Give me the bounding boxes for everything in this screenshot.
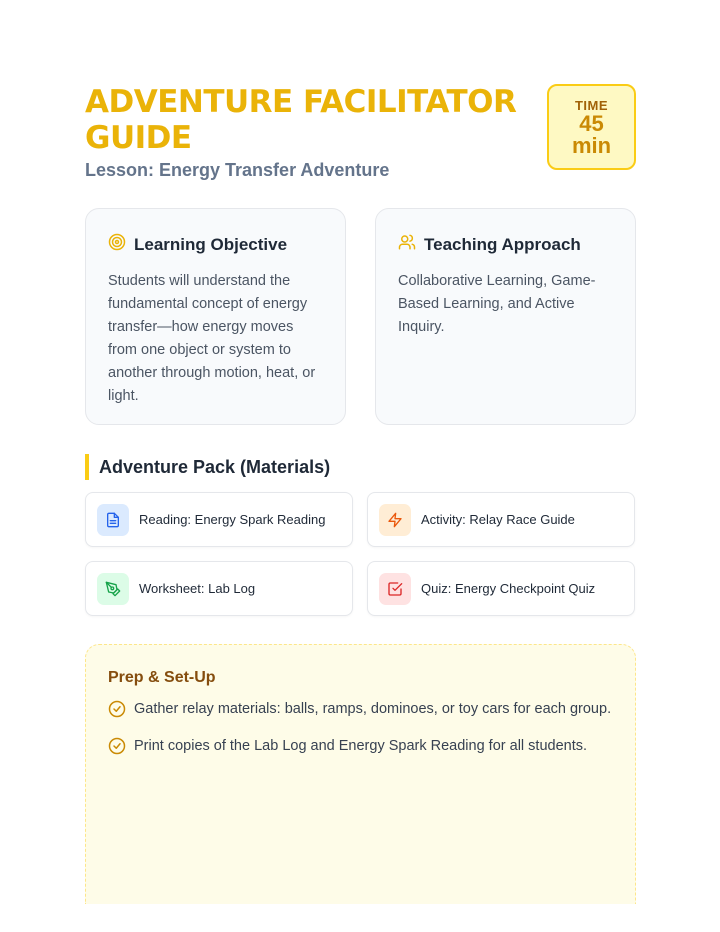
material-item-activity[interactable] [367,492,635,547]
materials-section-title: Adventure Pack (Materials) [85,454,330,480]
learning-objective-title: Learning Objective [134,234,288,254]
material-label: Activity: Relay Race Guide [421,512,575,527]
facilitator-guide-page [85,84,636,754]
header [85,84,636,184]
check-circle-icon [108,700,126,725]
material-label: Worksheet: Lab Log [139,581,256,596]
check-circle-icon [108,737,126,762]
material-item-reading[interactable] [85,492,353,547]
pen-tool-icon [97,573,129,605]
prep-item-text: Gather relay materials: balls, ramps, dominoes, or toy cars for each group. [134,701,612,717]
target-icon [108,233,126,256]
time-label: TIME [574,97,609,113]
teaching-approach-text: Collaborative Learning, Game-Based Learning, and Active Inquiry. [398,273,596,335]
prep-item [108,736,613,762]
material-label: Quiz: Energy Checkpoint Quiz [421,581,596,596]
learning-objective-text: Students will understand the fundamental concept of energy transfer—how energy moves from one object or system to another through motion, heat, or light. [108,273,316,404]
prep-item-text: Print copies of the Lab Log and Energy Spark Reading for all students. [134,738,588,754]
teaching-approach-header [398,233,613,256]
page-title: ADVENTURE FACILITATOR GUIDE [85,84,517,156]
learning-objective-card [85,208,346,425]
time-unit: min [571,132,612,158]
prep-item [108,699,613,725]
prep-setup-panel [85,644,636,904]
teaching-approach-card [375,208,636,425]
checkbox-icon [379,573,411,605]
material-item-quiz[interactable] [367,561,635,616]
teaching-approach-title: Teaching Approach [424,234,581,254]
users-icon [398,233,416,256]
material-item-worksheet[interactable] [85,561,353,616]
time-badge [547,84,636,170]
lesson-subtitle: Lesson: Energy Transfer Adventure [85,160,390,180]
document-icon [97,504,129,536]
time-value: 45 [579,110,604,136]
lightning-icon [379,504,411,536]
overview-cards [85,208,636,426]
prep-setup-title: Prep & Set-Up [108,669,216,686]
material-label: Reading: Energy Spark Reading [139,512,326,527]
learning-objective-header [108,233,323,256]
